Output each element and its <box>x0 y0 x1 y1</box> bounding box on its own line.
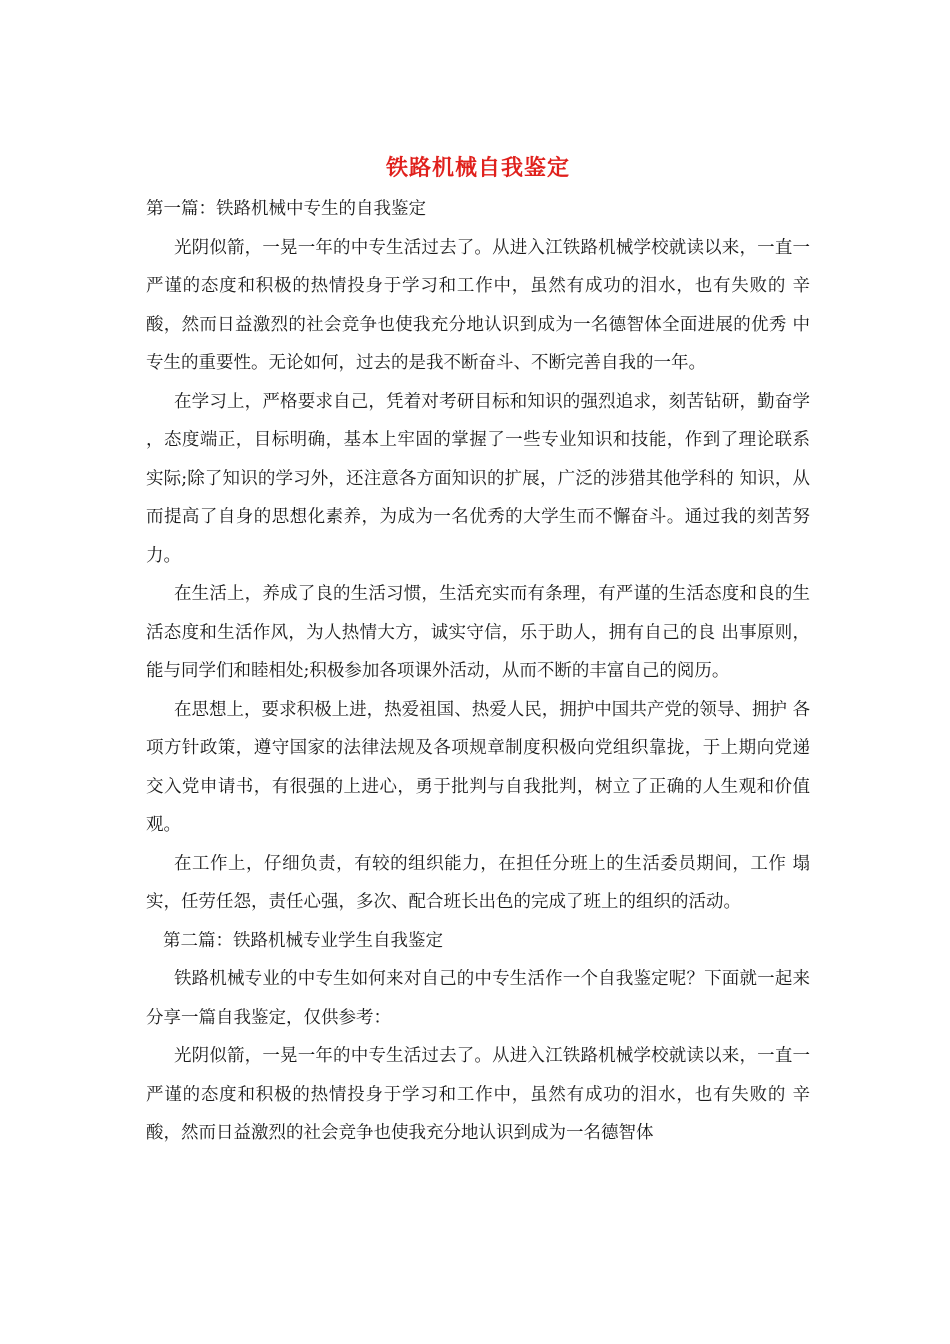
document-title: 铁路机械自我鉴定 <box>385 155 570 181</box>
paragraph: 在生活上，养成了良的生活习惯，生活充实而有条理，有严谨的生活态度和良的生活态度和生活作风，为人热情大方，诚实守信，乐于助人，拥有自己的良 出事原则，能与同学们和睦相处;积极参加各项课外活动，从而不断的丰富自己的阅历。 <box>146 584 810 681</box>
paragraph: 在思想上，要求积极上进，热爱祖国、热爱人民，拥护中国共产党的领导、拥护 各项方针政策，遵守国家的法律法规及各项规章制度积极向党组织靠拢，于上期向党递交入党申请书，有很强的上进心，勇于批判与自我批判，树立了正确的人生观和价值观。 <box>146 699 810 835</box>
paragraph: 光阴似箭，一晃一年的中专生活过去了。从进入江铁路机械学校就读以来，一直一严谨的态度和积极的热情投身于学习和工作中，虽然有成功的泪水，也有失败的 辛酸，然而日益激烈的社会竞争也使我充分地认识到成为一名德智体全面进展的优秀 中专生的重要性。无论如何，过去的是我不断奋斗、不断完善自我的一年。 <box>146 237 810 373</box>
paragraph: 在学习上，严格要求自己，凭着对考研目标和知识的强烈追求，刻苦钻研，勤奋学 ，态度端正，目标明确，基本上牢固的掌握了一些专业知识和技能，作到了理论联系 实际;除了知识的学习外，还注意各方面知识的扩展，广泛的涉猎其他学科的 知识，从而提高了自身的思想化素养，为成为一名优秀的大学生而不懈奋斗。通过我的刻苦努力。 <box>146 391 810 566</box>
paragraph: 铁路机械专业的中专生如何来对自己的中专生活作一个自我鉴定呢？下面就一起来分享一篇自我鉴定，仅供参考： <box>146 969 810 1028</box>
section-heading-2: 第二篇：铁路机械专业学生自我鉴定 <box>163 930 443 951</box>
paragraph: 光阴似箭，一晃一年的中专生活过去了。从进入江铁路机械学校就读以来，一直一严谨的态度和积极的热情投身于学习和工作中，虽然有成功的泪水，也有失败的 辛酸，然而日益激烈的社会竞争也使我充分地认识到成为一名德智体 <box>146 1046 810 1143</box>
section-heading-1: 第一篇：铁路机械中专生的自我鉴定 <box>146 199 426 219</box>
paragraph: 在工作上，仔细负责，有较的组织能力，在担任分班上的生活委员期间，工作 塌实，任劳任怨，责任心强，多次、配合班长出色的完成了班上的组织的活动。 <box>146 853 810 912</box>
document-body <box>146 150 810 1153</box>
